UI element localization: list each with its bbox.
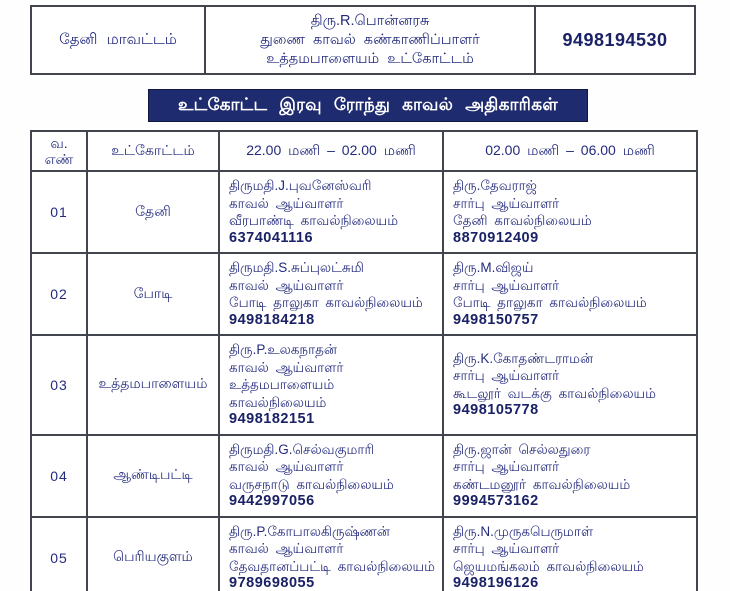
officer-designation: துணை காவல் கண்காணிப்பாளர் (260, 31, 480, 48)
table-row (31, 435, 697, 517)
shift1-officer-entry (219, 435, 443, 517)
officer-entry-name: திரு.தேவராஜ் (453, 178, 537, 193)
shift2-officer-entry (443, 517, 697, 591)
column-header-shift2: 02.00 மணி – 06.00 மணி (443, 131, 697, 171)
officer-entry-name: திரு.M.விஜய் (453, 260, 534, 275)
supervising-officer-block (206, 7, 536, 73)
officer-entry-station: உத்தமபாளையம் காவல்நிலையம் (229, 377, 335, 410)
officer-entry-station: போடி தாலுகா காவல்நிலையம் (229, 295, 423, 310)
page-title: உட்கோட்ட இரவு ரோந்து காவல் அதிகாரிகள் (148, 89, 588, 122)
shift1-officer-entry (219, 253, 443, 335)
officer-entry-station: ஜெயமங்கலம் காவல்நிலையம் (453, 558, 644, 574)
shift1-officer-entry (219, 517, 443, 591)
district-name: தேனி மாவட்டம் (32, 7, 206, 73)
officer-name: திரு.R.பொன்னரசு (310, 12, 430, 29)
row-subdivision: ஆண்டிபட்டி (87, 435, 219, 517)
column-header-subdivision: உட்கோட்டம் (87, 131, 219, 171)
officer-entry-station: தேனி காவல்நிலையம் (453, 213, 592, 228)
shift2-officer-entry (443, 253, 697, 335)
shift1-officer-entry (219, 171, 443, 253)
officer-entry-station: வருசநாடு காவல்நிலையம் (229, 476, 394, 492)
shift1-officer-entry (219, 335, 443, 435)
officer-entry-phone: 8870912409 (453, 229, 539, 246)
officer-entry-phone: 9994573162 (453, 493, 539, 509)
column-header-shift1: 22.00 மணி – 02.00 மணி (219, 131, 443, 171)
shift2-officer-entry (443, 435, 697, 517)
table-row (31, 517, 697, 591)
row-serial: 02 (31, 253, 87, 335)
officer-entry-designation: காவல் ஆய்வாளர் (229, 541, 344, 556)
column-header-serial: வ. எண் (31, 131, 87, 171)
officer-entry-station: தேவதானப்பட்டி காவல்நிலையம் (229, 558, 435, 574)
officer-entry-station: கண்டமனூர் காவல்நிலையம் (453, 476, 631, 492)
row-subdivision: உத்தமபாளையம் (87, 335, 219, 435)
officer-entry-designation: காவல் ஆய்வாளர் (229, 277, 344, 293)
row-serial: 01 (31, 171, 87, 253)
officer-phone: 9498194530 (562, 29, 668, 50)
officer-entry-name: திரு.ஜான் செல்லதுரை (453, 441, 591, 457)
officer-entry-name: திரு.K.கோதண்டராமன் (453, 350, 594, 366)
officer-entry-phone: 9498196126 (453, 575, 539, 591)
officer-entry-phone: 6374041116 (229, 229, 314, 246)
officer-entry-designation: சார்பு ஆய்வாளர் (453, 195, 560, 211)
roster-table (30, 130, 698, 591)
officer-entry-name: திரு.P.கோபாலகிருஷ்ணன் (229, 523, 390, 539)
row-serial: 03 (31, 335, 87, 435)
table-row (31, 253, 697, 335)
shift2-officer-entry (443, 335, 697, 435)
table-row (31, 335, 697, 435)
officer-entry-designation: சார்பு ஆய்வாளர் (453, 368, 560, 384)
officer-entry-station: போடி தாலுகா காவல்நிலையம் (453, 295, 647, 310)
officer-entry-name: திருமதி.S.சுப்புலட்சுமி (229, 260, 364, 275)
officer-entry-designation: காவல் ஆய்வாளர் (229, 195, 344, 211)
officer-entry-station: வீரபாண்டி காவல்நிலையம் (229, 213, 399, 228)
officer-entry-name: திருமதி.J.புவனேஸ்வரி (229, 178, 372, 193)
officer-entry-designation: சார்பு ஆய்வாளர் (453, 277, 560, 293)
officer-entry-name: திரு.P.உலகநாதன் (229, 342, 338, 357)
officer-entry-phone: 9789698055 (229, 575, 315, 591)
officer-entry-designation: காவல் ஆய்வாளர் (229, 359, 344, 375)
row-serial: 05 (31, 517, 87, 591)
row-subdivision: தேனி (87, 171, 219, 253)
row-serial: 04 (31, 435, 87, 517)
officer-entry-name: திரு.N.முருகபெருமாள் (453, 523, 594, 539)
officer-entry-phone: 9498182151 (229, 411, 315, 427)
officer-entry-phone: 9498184218 (229, 311, 315, 328)
officer-entry-phone: 9442997056 (229, 493, 315, 509)
table-row (31, 171, 697, 253)
officer-entry-phone: 9498105778 (453, 402, 539, 419)
officer-entry-name: திருமதி.G.செல்வகுமாரி (229, 441, 375, 457)
officer-entry-station: கூடலூர் வடக்கு காவல்நிலையம் (453, 385, 656, 401)
shift2-officer-entry (443, 171, 697, 253)
roster-header-row (31, 131, 697, 171)
officer-entry-phone: 9498150757 (453, 311, 539, 328)
row-subdivision: பெரியகுளம் (87, 517, 219, 591)
officer-subdivision: உத்தமபாளையம் உட்கோட்டம் (266, 50, 474, 67)
row-subdivision: போடி (87, 253, 219, 335)
officer-entry-designation: சார்பு ஆய்வாளர் (453, 459, 560, 474)
officer-entry-designation: காவல் ஆய்வாளர் (229, 459, 344, 474)
officer-entry-designation: சார்பு ஆய்வாளர் (453, 541, 560, 556)
document-header (30, 5, 696, 75)
